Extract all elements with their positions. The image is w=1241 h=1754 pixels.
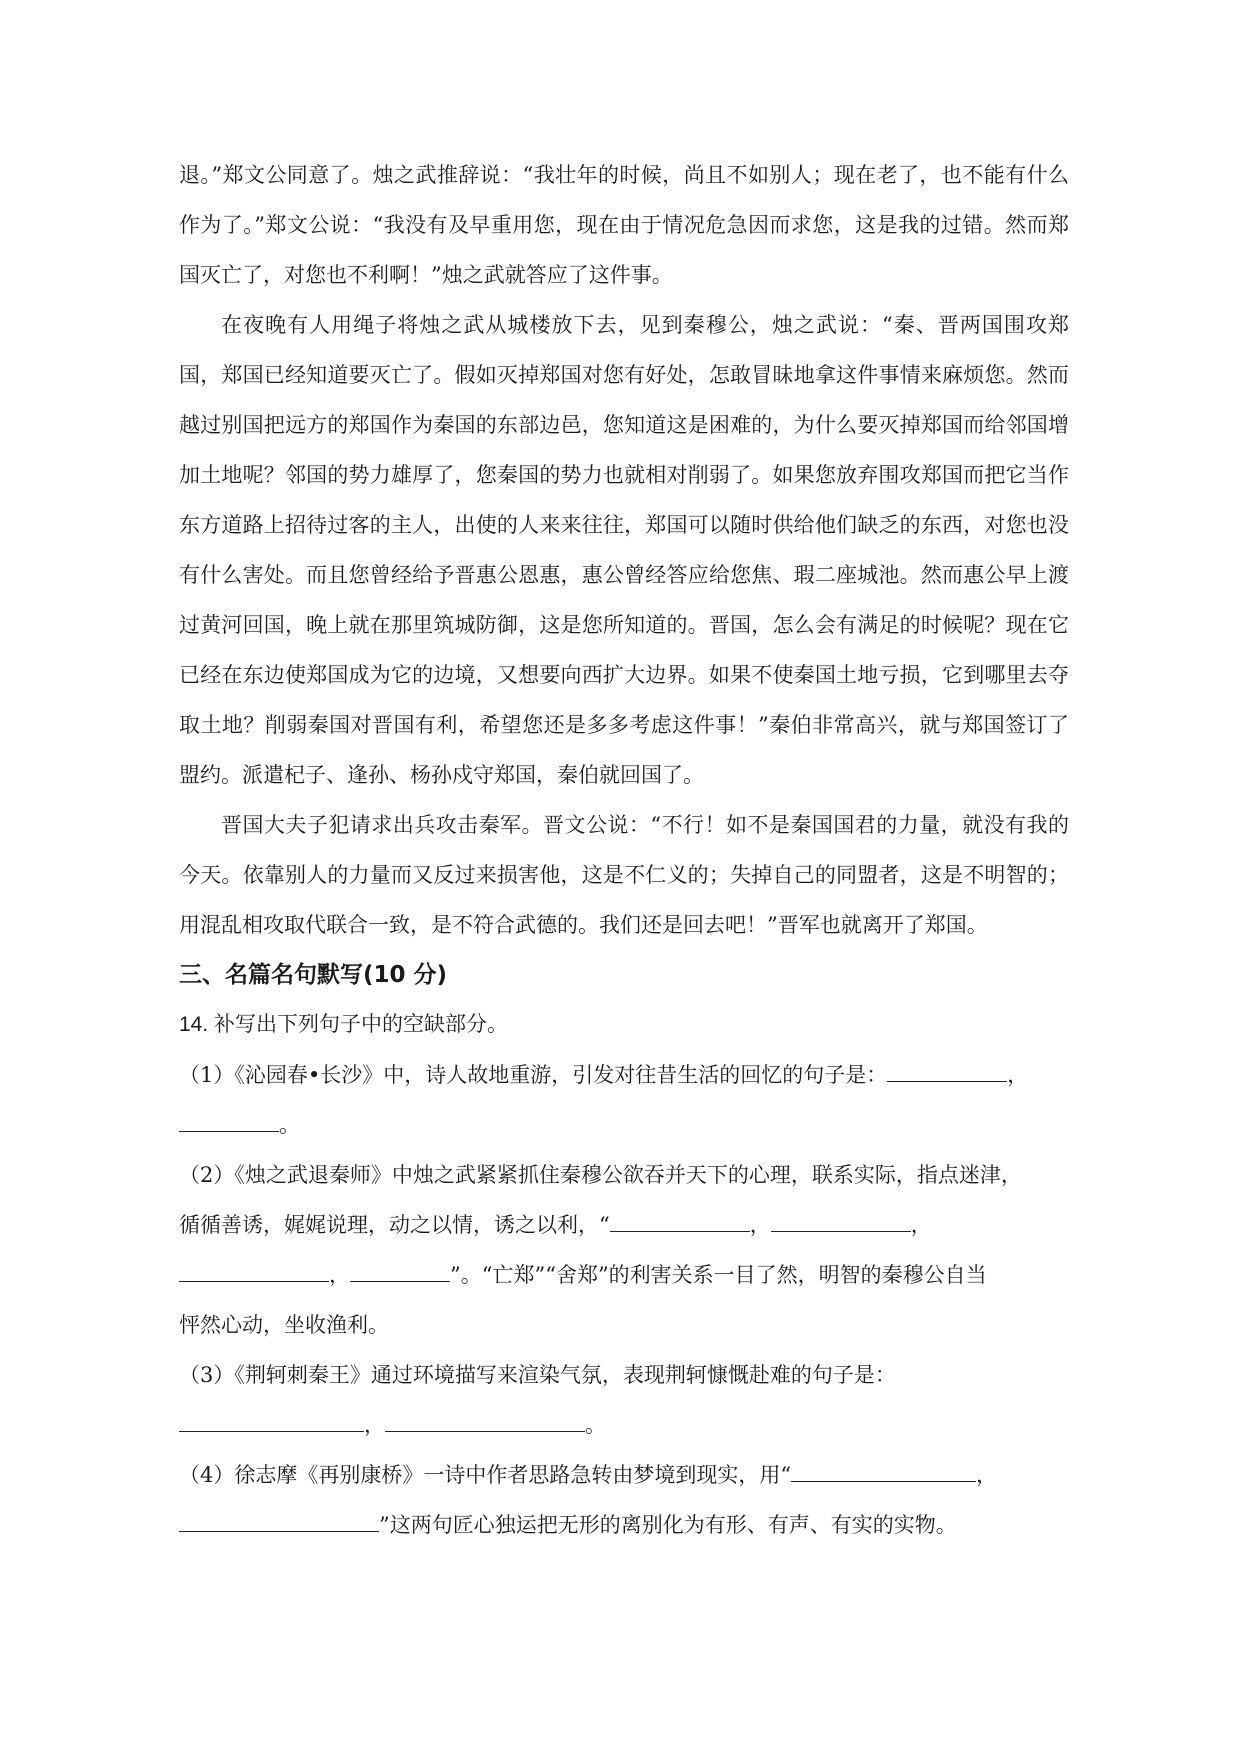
q1-text: （1）《沁园春•长沙》中，诗人故地重游，引发对往昔生活的回忆的句子是：: [179, 1063, 888, 1087]
section-heading: 三、名篇名句默写(10 分): [179, 962, 448, 988]
q3-blank-2[interactable]: [385, 1413, 585, 1432]
passage-paragraph-1: 退。”郑文公同意了。烛之武推辞说：“我壮年的时候，尚且不如别人；现在老了，也不能有什么作为了。”郑文公说：“我没有及早重用您，现在由于情况危急因而求您，这是我的过错。然而郑国灭亡了，对您也不利啊！”烛之武就答应了这件事。: [179, 163, 1069, 287]
q1-separator: ，: [1007, 1063, 1029, 1087]
question-14-2-line-3: [179, 1250, 1069, 1300]
question-14-4: [179, 1450, 1069, 1500]
q1-blank-2[interactable]: [179, 1113, 279, 1132]
q3-blank-1[interactable]: [179, 1413, 364, 1432]
q3-end: 。: [585, 1413, 606, 1437]
q2-line3-end: ”。“亡郑”“舍郑”的利害关系一目了然，明智的秦穆公自当: [450, 1263, 987, 1287]
q4-separator: ，: [976, 1463, 998, 1487]
q2-separator-3: ，: [329, 1263, 350, 1287]
q2-blank-1[interactable]: [610, 1213, 750, 1232]
q2-blank-2[interactable]: [771, 1213, 911, 1232]
q2-line2-pre: 循循善诱，娓娓说理，动之以情，诱之以利，“: [179, 1213, 610, 1237]
question-14-3-continued: [179, 1400, 1069, 1450]
question-14-4-continued: [179, 1500, 1069, 1550]
question-14-1-continued: [179, 1100, 1069, 1150]
question-14-3: （3）《荆轲刺秦王》通过环境描写来渲染气氛，表现荆轲慷慨赴难的句子是：: [179, 1363, 896, 1387]
q4-blank-2[interactable]: [179, 1513, 379, 1532]
q2-blank-4[interactable]: [350, 1263, 450, 1282]
question-14-2-line-4: 怦然心动，坐收渔利。: [179, 1313, 389, 1337]
question-14-2: （2）《烛之武退秦师》中烛之武紧紧抓住秦穆公欲吞并天下的心理，联系实际，指点迷津，: [179, 1163, 1022, 1187]
q4-text: （4）徐志摩《再别康桥》一诗中作者思路急转由梦境到现实，用“: [179, 1463, 792, 1487]
q3-separator: ，: [364, 1413, 385, 1437]
passage-paragraph-3: 晋国大夫子犯请求出兵攻击秦军。晋文公说：“不行！如不是秦国国君的力量，就没有我的今天。依靠别人的力量而又反过来损害他，这是不仁义的；失掉自己的同盟者，这是不明智的；用混乱相攻取代联合一致，是不符合武德的。我们还是回去吧！”晋军也就离开了郑国。: [179, 813, 1069, 937]
q1-blank-1[interactable]: [887, 1063, 1007, 1082]
q2-blank-3[interactable]: [179, 1263, 329, 1282]
q2-separator-2: ，: [910, 1213, 932, 1237]
question-14-title: 14. 补写出下列句子中的空缺部分。: [179, 1013, 509, 1036]
q4-blank-1[interactable]: [791, 1463, 976, 1482]
question-14-1: [179, 1050, 1069, 1100]
passage-paragraph-2: 在夜晚有人用绳子将烛之武从城楼放下去，见到秦穆公，烛之武说：“秦、晋两国围攻郑国，郑国已经知道要灭亡了。假如灭掉郑国对您有好处，怎敢冒昧地拿这件事情来麻烦您。然而越过别国把远方的郑国作为秦国的东部边邑，您知道这是困难的，为什么要灭掉郑国而给邻国增加土地呢？邻国的势力雄厚了，您秦国的势力也就相对削弱了。如果您放弃围攻郑国而把它当作东方道路上招待过客的主人，出使的人来来往往，郑国可以随时供给他们缺乏的东西，对您也没有什么害处。而且您曾经给予晋惠公恩惠，惠公曾经答应给您焦、瑕二座城池。然而惠公早上渡过黄河回国，晚上就在那里筑城防御，这是您所知道的。晋国，怎么会有满足的时候呢？现在它已经在东边使郑国成为它的边境，又想要向西扩大边界。如果不使秦国土地亏损，它到哪里去夺取土地？削弱秦国对晋国有利，希望您还是多多考虑这件事！”秦伯非常高兴，就与郑国签订了盟约。派遣杞子、逢孙、杨孙戍守郑国，秦伯就回国了。: [179, 313, 1069, 787]
page-content: [179, 150, 1069, 1550]
q4-line2-end: ”这两句匠心独运把无形的离别化为有形、有声、有实的实物。: [379, 1513, 957, 1537]
q2-separator-1: ，: [749, 1213, 771, 1237]
question-14-2-line-2: [179, 1200, 1069, 1250]
q1-end: 。: [279, 1113, 300, 1137]
